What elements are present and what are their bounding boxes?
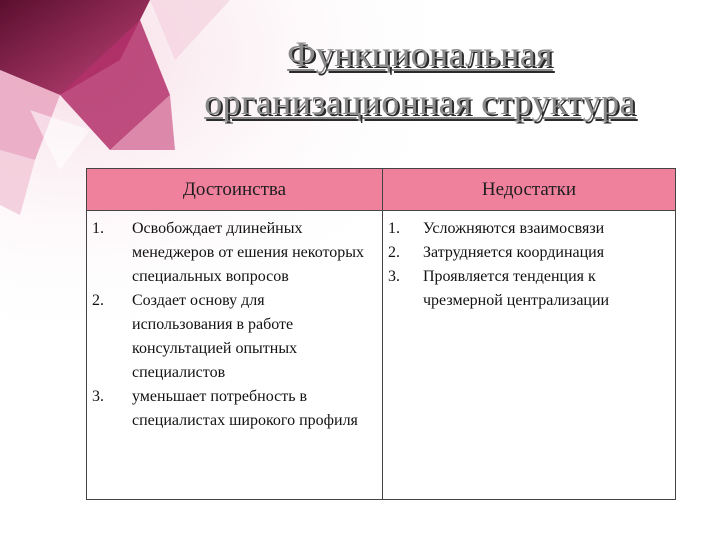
list-text: Проявляется тенденция к чрезмерной централизации	[423, 268, 610, 309]
comparison-table	[86, 168, 676, 500]
header-advantages: Достоинства	[87, 169, 383, 211]
list-item	[87, 385, 382, 433]
list-item	[87, 217, 382, 289]
list-item	[383, 265, 675, 313]
list-text: уменьшает потребность в специалистах широкого профиля	[132, 388, 358, 429]
disadvantages-list	[383, 217, 675, 313]
title-line-2: организационная структура	[204, 82, 636, 122]
list-text: Затрудняется координация	[423, 244, 605, 261]
list-number: 1.	[92, 220, 104, 237]
header-disadvantages: Недостатки	[383, 169, 675, 211]
list-number: 3.	[388, 268, 400, 285]
list-item	[87, 289, 382, 385]
advantages-list	[87, 217, 382, 433]
list-text: Создает основу для использования в работе консультацией опытных специалистов	[132, 292, 298, 381]
list-number: 2.	[388, 244, 400, 261]
list-text: Освобождает длинейных менеджеров от ешения некоторых специальных вопросов	[132, 220, 365, 285]
slide-title	[140, 30, 700, 126]
disadvantages-cell	[383, 211, 675, 499]
list-number: 1.	[388, 220, 400, 237]
advantages-cell	[87, 211, 383, 499]
title-line-1: Функциональная	[287, 34, 553, 74]
list-item	[383, 217, 675, 241]
list-item	[383, 241, 675, 265]
list-text: Усложняются взаимосвязи	[423, 220, 605, 237]
list-number: 3.	[92, 388, 104, 405]
list-number: 2.	[92, 292, 104, 309]
